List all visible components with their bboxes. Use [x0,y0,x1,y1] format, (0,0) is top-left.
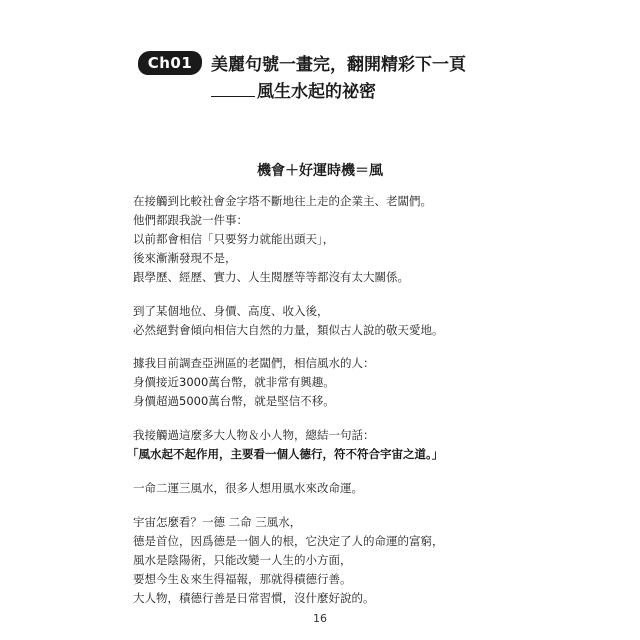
body-line: 一命二運三風水，很多人想用風水來改命運。 [133,481,363,495]
body-line: 要想今生＆來生得福報，那就得積德行善。 [133,572,352,586]
body-line: 到了某個地位、身價、高度、收入後， [133,304,329,318]
highlight-quote: 「風水起不起作用，主要看一個人德行，符不符合宇宙之道。」 [127,447,444,461]
chapter-title-line1: 美麗句號一畫完，翻開精彩下一頁 [211,55,466,75]
chapter-title-line2 [211,77,376,102]
body-line: 身價接近3000萬台幣，就非常有興趣。 [133,375,335,389]
chapter-badge: Ch01 [138,51,202,75]
body-line: 以前都會相信「只要努力就能出頭天」， [133,232,335,246]
body-line: 他們都跟我說一件事： [133,213,248,227]
body-line: 在接觸到比較社會金字塔不斷地往上走的企業主、老闆們。 [133,194,432,208]
body-line: 德是首位，因爲德是一個人的根，它決定了人的命運的富窮， [133,534,444,548]
title-underline-blank [211,82,255,97]
body-line: 大人物，積德行善是日常習慣，沒什麼好說的。 [133,591,375,605]
page-number: 16 [313,612,327,625]
body-line: 據我目前調查亞洲區的老闆們，相信風水的人： [133,356,375,370]
body-line: 跟學歷、經歷、實力、人生閱歷等等都沒有太大關係。 [133,270,409,284]
body-line: 我接觸過這麼多大人物＆小人物，總結一句話： [133,428,375,442]
body-line: 宇宙怎麼看？一德 二命 三風水， [133,515,302,529]
section-heading: 機會＋好運時機＝風 [257,163,383,179]
body-line: 必然絕對會傾向相信大自然的力量，類似古人說的敬天愛地。 [133,323,444,337]
chapter-title-line2-text: 風生水起的祕密 [257,82,376,102]
body-line: 後來漸漸發現不是， [133,251,237,265]
body-line: 身價超過5000萬台幣，就是堅信不移。 [133,394,335,408]
body-line: 風水是陰陽術，只能改變一人生的小方面， [133,553,352,567]
